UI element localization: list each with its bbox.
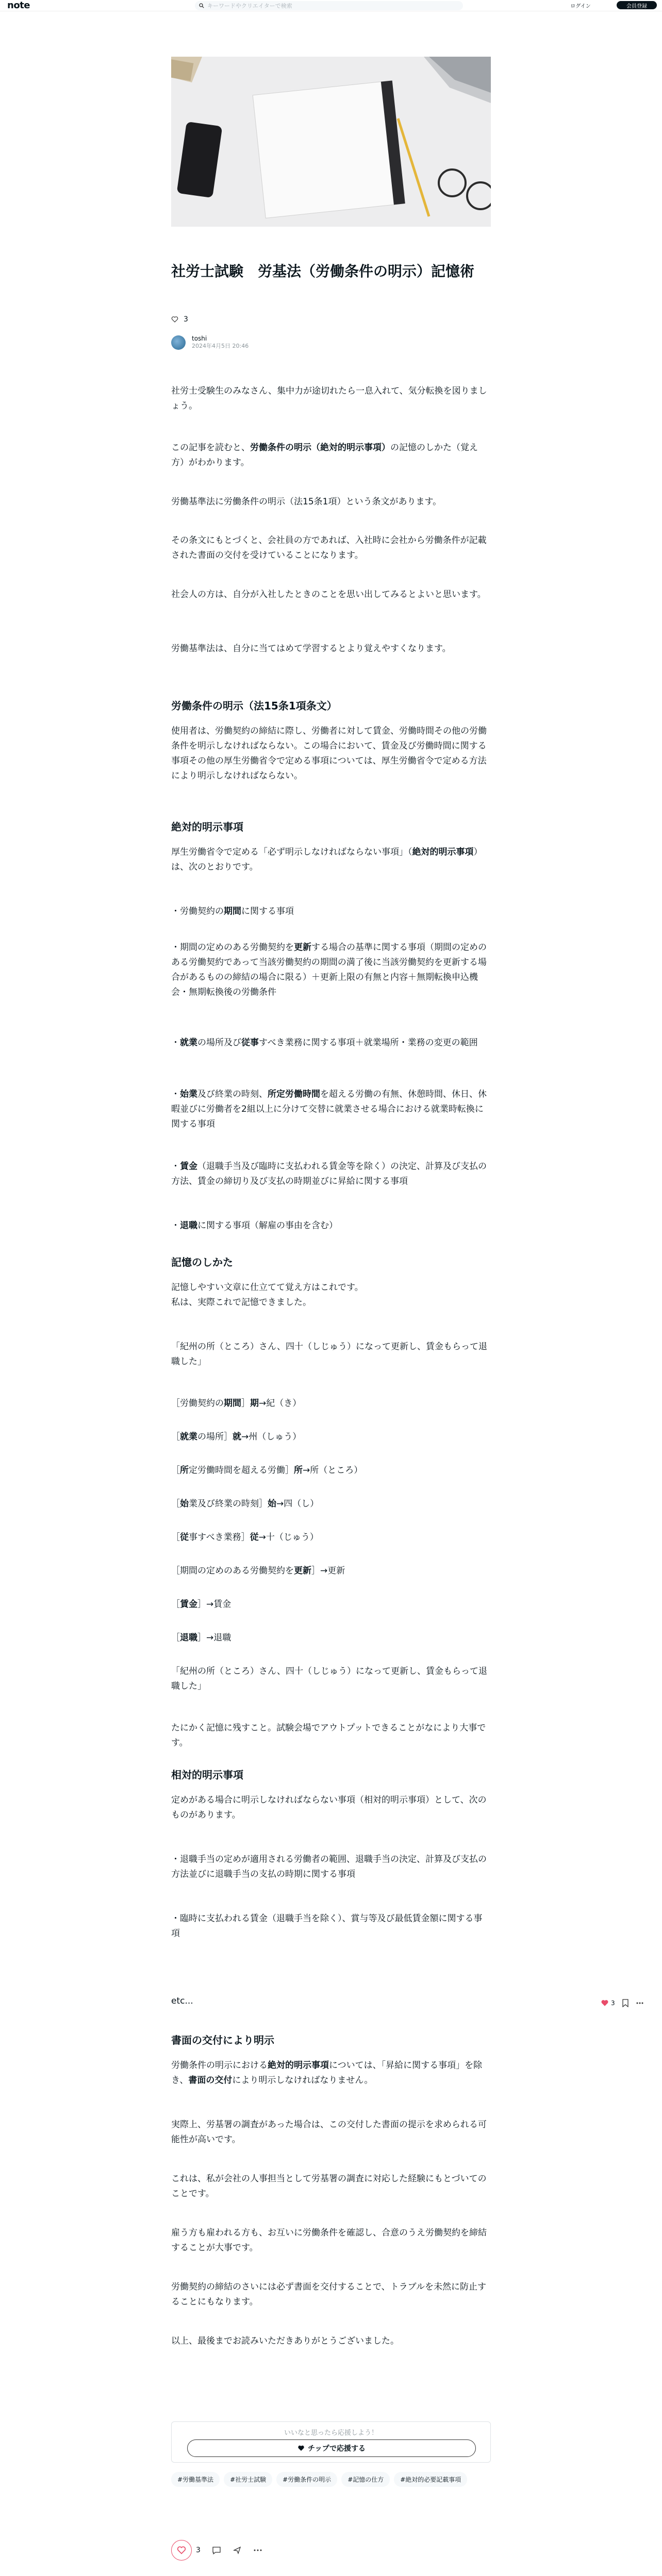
author-name[interactable]: toshi [192,335,207,342]
heart-icon [601,1999,609,2007]
signup-button[interactable]: 会員登録 [617,1,657,9]
float-like-count: 3 [611,1999,615,2007]
search-input[interactable] [195,1,463,10]
paragraph: 実際上、労基署の調査があった場合は、この交付した書面の提示を求められる可能性が高いです。 [171,2120,487,2145]
heart-icon [171,316,178,323]
article-actions [171,2540,262,2561]
list-item: ・退職手当の定めが適用される労働者の範囲、退職手当の決定、計算及び支払の方法並びに退職手当の支払の時期に関する事項 [171,1854,487,1879]
paragraph: 厚生労働省令で定める「必ず明示しなければならない事項」（絶対的明示事項）は、次のとおりです。 [171,847,483,872]
section-heading: 絶対的明示事項 [171,821,243,833]
support-label: いいなと思ったら応援しよう！ [284,2429,378,2437]
article-title: 社労士試験 労基法（労働条件の明示）記憶術 [171,263,475,280]
tag[interactable]: #労働条件の明示 [276,2472,337,2487]
floating-action-bar [601,1999,644,2007]
paragraph: 使用者は、労働契約の締結に際し、労働者に対して賃金、労働時間その他の労働条件を明示しなければならない。この場合において、賃金及び労働時間に関する事項その他の厚生労働省令で定める事項については、厚生労働省令で定める方法により明示しなければならない。 [171,726,487,781]
heart-icon [177,2546,186,2555]
paragraph: 定めがある場合に明示しなければならない事項（相対的明示事項）として、次のものがあります。 [171,1795,487,1820]
like-button[interactable] [171,2540,192,2561]
paragraph: 雇う方も雇われる方も、お互いに労働条件を確認し、合意のうえ労働契約を締結することが大事です。 [171,2228,487,2253]
tag-list [171,2472,491,2487]
list-item: ・期間の定めのある労働契約を更新する場合の基準に関する事項（期間の定めのある労働契約であって当該労働契約の期間の満了後に当該労働契約を更新する場合があるものの締結の場合に限る）＋更新上限の有無と内容＋無期転換申込機会・無期転換後の労働条件 [171,942,487,997]
publish-date: 2024年4月5日 20:46 [192,343,249,349]
float-like-button[interactable] [601,1999,615,2007]
author-avatar[interactable] [171,335,186,350]
mnemonic: 「紀州の所（ところ）さん、四十（しじゅう）になって更新し、賃金もらって退職した」 [171,1666,488,1691]
mnemonic: 「紀州の所（ところ）さん、四十（しじゅう）になって更新し、賃金もらって退職した」 [171,1342,488,1367]
mnemonic-map-item: ［賃金］→賃金 [171,1599,231,1609]
list-item: ・臨時に支払われる賃金（退職手当を除く）、賞与等及び最低賃金額に関する事項 [171,1913,483,1939]
list-item: ・始業及び終業の時刻、所定労働時間を超える労働の有無、休憩時間、休日、休暇並びに労働者を2組以上に分けて交替に就業させる場合における就業時転換に関する事項 [171,1089,487,1129]
tag[interactable]: #社労士試験 [224,2472,272,2487]
list-item: ・労働契約の期間に関する事項 [171,906,294,917]
tip-icon [297,2445,305,2452]
paragraph: たにかく記憶に残すこと。試験会場でアウトプットできることがなにより大事です。 [171,1723,486,1748]
paragraph: 労働基準法に労働条件の明示（法15条1項）という条文があります。 [171,497,442,507]
share-icon[interactable] [636,1999,644,2007]
paragraph: 社会人の方は、自分が入社したときのことを思い出してみるとよいと思います。 [171,589,486,600]
like-summary[interactable] [171,315,188,324]
paragraph: その条文にもとづくと、会社員の方であれば、入社時に会社から労働条件が記載された書面の交付を受けていることになります。 [171,535,487,561]
search-placeholder: キーワードやクリエイターで検索 [207,3,292,9]
paragraph: 社労士受験生のみなさん、集中力が途切れたら一息入れて、気分転換を図りましょう。 [171,386,487,411]
mnemonic-map-item: ［労働契約の期間］期→紀（き） [171,1398,302,1409]
more-icon[interactable] [253,2546,262,2555]
paragraph: これは、私が会社の人事担当として労基署の調査に対応した経験にもとづいてのことです。 [171,2174,487,2199]
like-count: 3 [184,315,188,324]
search-icon [199,3,204,8]
paragraph: 労働基準法は、自分に当てはめて学習するとより覚えやすくなります。 [171,643,451,654]
hero-image [171,57,491,227]
list-item: ・就業の場所及び従事すべき業務に関する事項＋就業場所・業務の変更の範囲 [171,1038,478,1048]
section-heading: 相対的明示事項 [171,1769,243,1781]
tag[interactable]: #記憶の仕方 [341,2472,390,2487]
comment-icon[interactable] [212,2546,221,2555]
mnemonic-map-item: ［退職］→退職 [171,1633,231,1643]
paragraph: 労働契約の締結のさいには必ず書面を交付することで、トラブルを未然に防止することにもなります。 [171,2282,486,2307]
mnemonic-map-item: ［期間の定めのある労働契約を更新］→更新 [171,1566,345,1576]
paragraph: 以上、最後までお読みいただきありがとうございました。 [171,2336,399,2346]
list-item: ・退職に関する事項（解雇の事由を含む） [171,1221,338,1231]
tip-button-label: チップで応援する [308,2445,366,2453]
tag[interactable]: #労働基準法 [171,2472,220,2487]
like-count: 3 [196,2546,201,2554]
share-icon[interactable] [233,2546,242,2555]
mnemonic-map-item: ［始業及び終業の時刻］始→四（し） [171,1499,319,1509]
login-button[interactable]: ログイン [570,3,591,9]
list-item: ・賃金（退職手当及び臨時に支払われる賃金等を除く）の決定、計算及び支払の方法、賃金の締切り及び支払の時期並びに昇給に関する事項 [171,1161,487,1187]
bookmark-icon[interactable] [622,1999,628,2007]
tag[interactable]: #絶対的必要記載事項 [394,2472,467,2487]
mnemonic-map-item: ［所定労働時間を超える労働］所→所（ところ） [171,1465,363,1476]
note-logo[interactable]: note [7,0,30,11]
section-heading: 書面の交付により明示 [171,2034,274,2046]
support-box [171,2421,491,2463]
mnemonic-map-item: ［就業の場所］就→州（しゅう） [171,1432,302,1442]
section-heading: 労働条件の明示（法15条1項条文） [171,700,337,712]
paragraph: 労働条件の明示における絶対的明示事項については、「昇給に関する事項」を除き、書面の交付により明示しなければなりません。 [171,2060,483,2086]
site-header [0,0,662,11]
mnemonic-map-item: ［従事すべき業務］従→十（じゅう） [171,1532,319,1543]
tip-button[interactable] [187,2439,476,2457]
paragraph: 記憶しやすい文章に仕立てて覚え方はこれです。 私は、実際これで記憶できました。 [171,1282,363,1308]
paragraph: etc... [171,1996,193,2006]
section-heading: 記憶のしかた [171,1256,233,1268]
paragraph: この記事を読むと、労働条件の明示（絶対的明示事項）の記憶のしかた（覚え方）がわかります。 [171,443,478,468]
author-block[interactable] [171,335,249,350]
